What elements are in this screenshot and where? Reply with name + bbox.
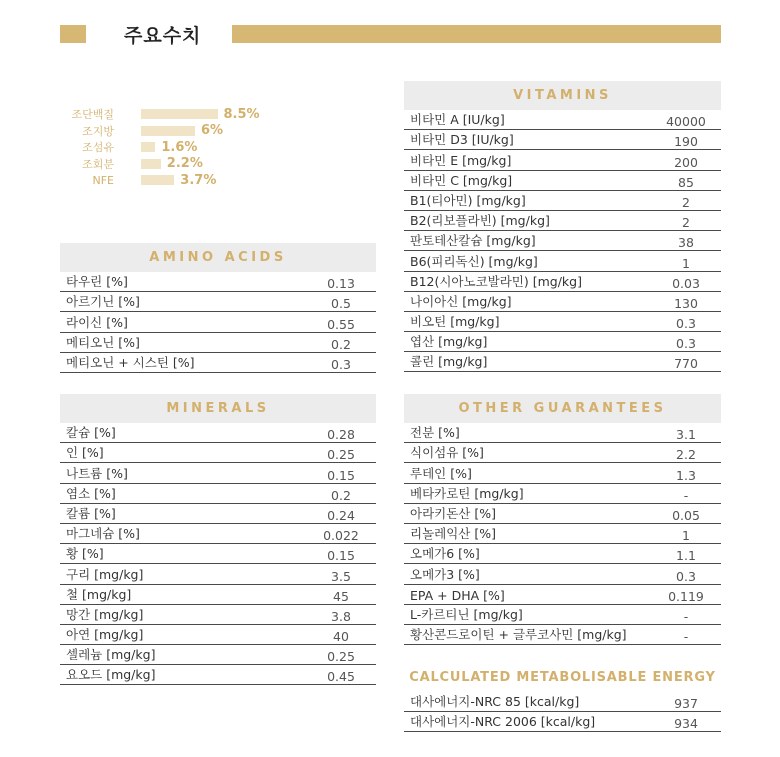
row-value: 0.119 — [668, 588, 704, 604]
row-label: B12(시아노코발라민) [mg/kg] — [410, 273, 582, 289]
table-row — [404, 544, 721, 564]
table-row — [60, 463, 376, 483]
row-value: 3.8 — [331, 608, 351, 624]
row-value: 0.3 — [676, 316, 696, 332]
row-label: 대사에너지-NRC 85 [kcal/kg] — [410, 694, 580, 710]
row-value: 0.2 — [331, 487, 351, 503]
row-label: 비타민 A [IU/kg] — [410, 112, 505, 128]
summary-label: 조지방 — [82, 124, 114, 138]
row-label: 아연 [mg/kg] — [66, 627, 144, 643]
other-guarantees-table — [404, 394, 721, 645]
summary-bar — [141, 109, 218, 119]
table-row — [404, 130, 721, 150]
table-row — [60, 272, 376, 292]
row-value: 2 — [682, 194, 690, 210]
row-value: 1 — [682, 528, 690, 544]
summary-row — [60, 123, 223, 139]
row-value: 937 — [674, 696, 698, 712]
row-value: 0.15 — [327, 548, 355, 564]
table-row — [404, 150, 721, 170]
row-value: 45 — [333, 588, 349, 604]
table-row — [404, 712, 721, 732]
row-label: 타우린 [%] — [66, 274, 128, 290]
row-label: 황 [%] — [66, 546, 104, 562]
vitamins-table — [404, 81, 721, 372]
vitamins-table-title: VITAMINS — [404, 81, 721, 110]
summary-value: 6% — [201, 123, 224, 139]
row-value: 1.1 — [676, 548, 696, 564]
row-value: 40 — [333, 629, 349, 645]
minerals-table-title: MINERALS — [60, 394, 376, 423]
table-row — [404, 110, 721, 130]
table-row — [404, 605, 721, 625]
summary-value: 8.5% — [223, 106, 260, 122]
row-label: 엽산 [mg/kg] — [410, 334, 488, 350]
row-label: 메티오닌 [%] — [66, 334, 140, 350]
row-value: 1.3 — [676, 467, 696, 483]
row-value: 200 — [674, 154, 698, 170]
table-row — [404, 191, 721, 211]
row-label: 판토테산칼슘 [mg/kg] — [410, 233, 536, 249]
row-value: 0.55 — [327, 316, 355, 332]
row-value: 0.03 — [672, 275, 700, 291]
row-value: 0.3 — [676, 336, 696, 352]
row-value: 0.022 — [323, 528, 359, 544]
row-label: B2(리보플라빈) [mg/kg] — [410, 213, 550, 229]
row-label: 전분 [%] — [410, 425, 460, 441]
row-label: B6(피리독신) [mg/kg] — [410, 253, 538, 269]
row-label: 나이아신 [mg/kg] — [410, 293, 512, 309]
summary-label: 조단백질 — [71, 108, 114, 121]
row-label: 루테인 [%] — [410, 465, 472, 481]
table-row — [404, 251, 721, 271]
summary-label: 조섬유 — [82, 141, 114, 155]
table-row — [60, 645, 376, 665]
row-label: L-카르티닌 [mg/kg] — [410, 606, 523, 622]
row-value: - — [683, 629, 689, 645]
header-accent-block — [60, 25, 86, 43]
row-label: 비타민 C [mg/kg] — [410, 172, 513, 188]
table-row — [60, 625, 376, 645]
table-row — [404, 564, 721, 584]
table-row — [60, 544, 376, 564]
amino-acids-table — [60, 243, 376, 373]
row-label: 라이신 [%] — [66, 314, 128, 330]
other-table-title: OTHER GUARANTEES — [404, 394, 721, 423]
row-value: 1 — [682, 255, 690, 271]
row-label: 마그네슘 [%] — [66, 526, 140, 542]
row-value: 770 — [674, 356, 698, 372]
table-row — [60, 524, 376, 544]
table-row — [404, 484, 721, 504]
table-row — [404, 211, 721, 231]
table-row — [60, 443, 376, 463]
summary-bar — [141, 126, 195, 136]
row-label: 철 [mg/kg] — [66, 586, 132, 602]
summary-bar — [141, 175, 174, 185]
table-row — [60, 353, 376, 373]
row-value: 0.15 — [327, 467, 355, 483]
row-value: - — [683, 608, 689, 624]
row-label: 인 [%] — [66, 445, 104, 461]
row-value: 2.2 — [676, 447, 696, 463]
row-label: 황산콘드로이틴 + 글루코사민 [mg/kg] — [410, 627, 627, 643]
summary-label: NFE — [92, 173, 114, 187]
table-row — [404, 312, 721, 332]
table-row — [404, 272, 721, 292]
energy-table-title: CALCULATED METABOLISABLE ENERGY — [404, 663, 721, 692]
table-row — [60, 292, 376, 312]
energy-table — [404, 663, 721, 732]
row-label: 칼슘 [%] — [66, 425, 116, 441]
row-label: 베타카로틴 [mg/kg] — [410, 485, 524, 501]
row-value: 2 — [682, 215, 690, 231]
table-row — [404, 625, 721, 645]
table-row — [404, 332, 721, 352]
table-row — [60, 504, 376, 524]
row-label: 아라키돈산 [%] — [410, 505, 496, 521]
summary-row — [60, 172, 216, 188]
amino-table-title: AMINO ACIDS — [60, 243, 376, 272]
row-label: 비타민 E [mg/kg] — [410, 152, 512, 168]
summary-value: 1.6% — [161, 139, 198, 155]
table-row — [60, 484, 376, 504]
row-label: 요오드 [mg/kg] — [66, 667, 156, 683]
table-row — [60, 333, 376, 353]
row-label: 셀레늄 [mg/kg] — [66, 647, 156, 663]
row-value: 0.24 — [327, 507, 355, 523]
row-value: 0.5 — [331, 296, 351, 312]
table-row — [404, 171, 721, 191]
row-value: 0.3 — [331, 356, 351, 372]
row-label: 염소 [%] — [66, 485, 116, 501]
table-row — [404, 423, 721, 443]
table-row — [60, 665, 376, 685]
summary-row — [60, 156, 203, 172]
summary-value: 3.7% — [180, 172, 217, 188]
row-label: EPA + DHA [%] — [410, 587, 505, 603]
table-row — [404, 352, 721, 372]
row-value: 0.28 — [327, 427, 355, 443]
table-row — [404, 585, 721, 605]
summary-bar — [141, 142, 155, 152]
page-title: 주요수치 — [124, 25, 202, 47]
table-row — [60, 605, 376, 625]
table-row — [404, 231, 721, 251]
row-label: 메티오닌 + 시스틴 [%] — [66, 354, 195, 370]
table-row — [60, 585, 376, 605]
row-value: 0.13 — [327, 276, 355, 292]
row-label: 식이섬유 [%] — [410, 445, 484, 461]
row-label: 콜린 [mg/kg] — [410, 354, 488, 370]
table-row — [60, 423, 376, 443]
row-value: 934 — [674, 716, 698, 732]
summary-label: 조회분 — [82, 157, 114, 171]
row-label: 오메가6 [%] — [410, 546, 480, 562]
table-row — [60, 312, 376, 332]
table-row — [404, 524, 721, 544]
row-label: 망간 [mg/kg] — [66, 606, 144, 622]
table-row — [404, 292, 721, 312]
row-label: 리놀레익산 [%] — [410, 526, 496, 542]
summary-bar — [141, 159, 161, 169]
row-value: 190 — [674, 134, 698, 150]
row-value: 85 — [678, 174, 694, 190]
table-row — [60, 564, 376, 584]
summary-row — [60, 139, 197, 155]
row-value: 130 — [674, 295, 698, 311]
table-row — [404, 443, 721, 463]
table-row — [404, 463, 721, 483]
table-row — [404, 692, 721, 712]
summary-row — [60, 106, 260, 122]
summary-value: 2.2% — [166, 156, 203, 172]
minerals-table — [60, 394, 376, 685]
row-value: 0.05 — [672, 507, 700, 523]
row-value: 3.5 — [331, 568, 351, 584]
row-label: 구리 [mg/kg] — [66, 566, 144, 582]
row-value: 0.3 — [676, 568, 696, 584]
row-label: 칼륨 [%] — [66, 505, 116, 521]
row-value: 0.45 — [327, 669, 355, 685]
row-label: 오메가3 [%] — [410, 566, 480, 582]
row-label: 비타민 D3 [IU/kg] — [410, 132, 514, 148]
row-label: B1(티아민) [mg/kg] — [410, 192, 526, 208]
row-value: 38 — [678, 235, 694, 251]
row-label: 비오틴 [mg/kg] — [410, 314, 500, 330]
row-value: 3.1 — [676, 427, 696, 443]
row-value: 0.25 — [327, 447, 355, 463]
row-label: 대사에너지-NRC 2006 [kcal/kg] — [410, 714, 596, 730]
row-value: 0.2 — [331, 336, 351, 352]
table-row — [404, 504, 721, 524]
row-value: 40000 — [666, 114, 706, 130]
row-value: - — [683, 487, 689, 503]
header-accent-bar — [232, 25, 721, 43]
row-value: 0.25 — [327, 649, 355, 665]
row-label: 나트륨 [%] — [66, 465, 128, 481]
row-label: 아르기닌 [%] — [66, 294, 140, 310]
